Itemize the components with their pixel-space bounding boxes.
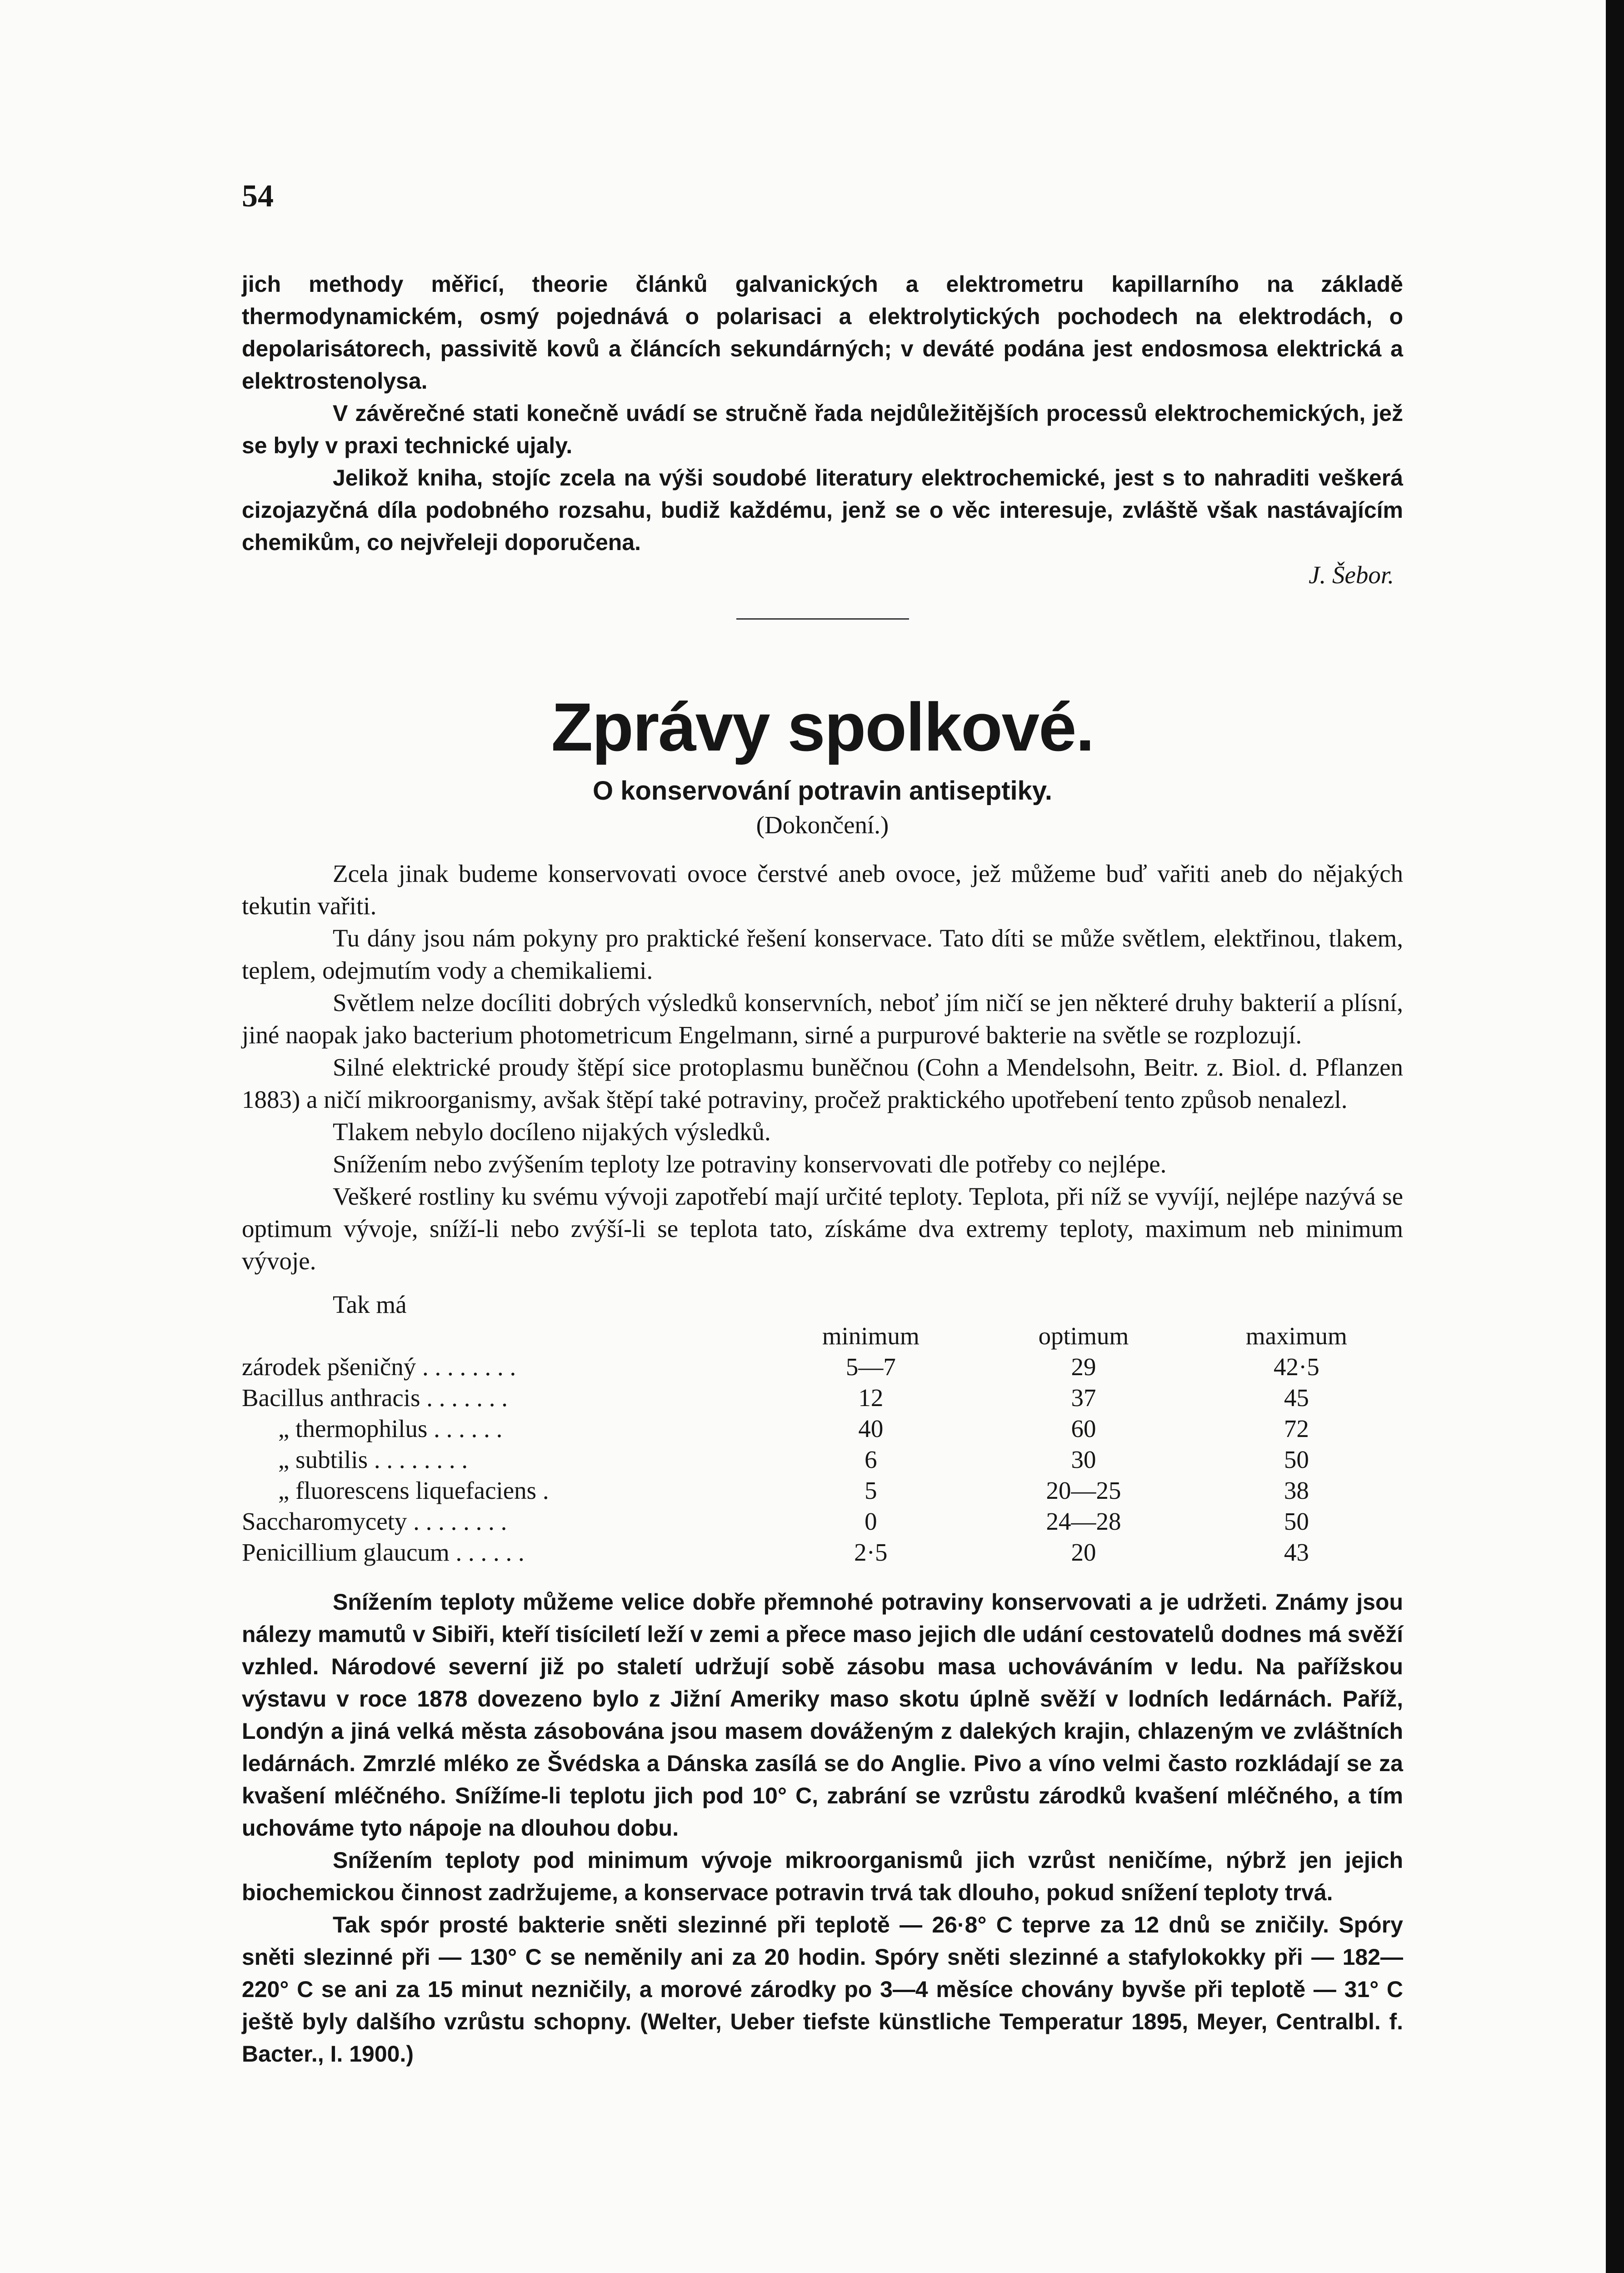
table-cell: 5—7 — [845, 1353, 896, 1381]
table-cell: 0 — [864, 1507, 877, 1535]
table-row — [242, 1444, 1403, 1475]
table-cell: 5 — [864, 1477, 877, 1504]
review-section — [242, 268, 1403, 2070]
table-cell: 42·5 — [1273, 1353, 1319, 1381]
table-cell: Penicillium glaucum . . . . . . — [242, 1538, 525, 1566]
table-cell: 6 — [864, 1446, 877, 1473]
table-cell: „ subtilis . . . . . . . . — [278, 1446, 468, 1473]
table-cell: 38 — [1284, 1477, 1309, 1504]
table-cell: 45 — [1284, 1384, 1309, 1412]
table-cell: 40 — [858, 1415, 884, 1442]
table-header: minimum — [822, 1322, 919, 1350]
table-cell: 37 — [1071, 1384, 1096, 1412]
page-number: 54 — [242, 179, 274, 214]
table-header: maximum — [1245, 1322, 1347, 1350]
table-row — [242, 1506, 1403, 1537]
body-paragraph-1: Zcela jinak budeme konservovati ovoce čerstvé aneb ovoce, jež můžeme buď vařiti aneb do nějakých tekutin vařiti. — [242, 860, 1403, 920]
table-header — [242, 1321, 765, 1352]
table-header: optimum — [1038, 1322, 1129, 1350]
table-cell: 24—28 — [1046, 1507, 1121, 1535]
table-row — [242, 1413, 1403, 1444]
table-cell: 72 — [1284, 1415, 1309, 1442]
table-cell: Bacillus anthracis . . . . . . . — [242, 1384, 508, 1412]
closing-paragraph-1: Snížením teploty můžeme velice dobře přemnohé potraviny konservovati a je udržeti. Známy jsou nálezy mamutů v Sibiři, kteří tisíciletí leží v zemi a přece maso jejich dle udání cestovatelů dodnes má svěží vzhled. Národové severní již po staletí udržují sobě zásobu masa uchováváním v ledu. Na pařížskou výstavu v roce 1878 dovezeno bylo z Jižní Ameriky maso skotu úplně svěží v lodních ledárnách. Paříž, Londýn a jiná velká města zásobována jsou masem dováženým z dalekých krajin, chlazeným ve zvláštních ledárnách. Zmrzlé mléko ze Švédska a Dánska zasílá se do Anglie. Pivo a víno velmi často rozkládají se za kvašení mléčného. Snížíme-li teplotu jich pod 10° C, zabrání se vzrůstu zárodků kvašení mléčného, a tím uchováme tyto nápoje na dlouhou dobu. — [242, 1589, 1403, 1841]
table-cell: 12 — [858, 1384, 884, 1412]
table-cell: 60 — [1071, 1415, 1096, 1442]
closing-paragraph-2: Snížením teploty pod minimum vývoje mikroorganismů jich vzrůst neničíme, nýbrž jen jejich biochemickou činnost zadržujeme, a konservace potravin trvá tak dlouho, pokud snížení teploty trvá. — [242, 1847, 1403, 1905]
table-cell: 50 — [1284, 1446, 1309, 1473]
signature: J. Šebor. — [1309, 561, 1394, 589]
scan-edge — [1606, 0, 1624, 2273]
table-cell: Saccharomycety . . . . . . . . — [242, 1507, 507, 1535]
article-title: O konservování potravin antiseptiky. — [592, 776, 1052, 806]
body-paragraph-7: Veškeré rostliny ku svému vývoji zapotřebí mají určité teploty. Teplota, při níž se vyvíjí, nejlépe nazývá se optimum vývoje, sníží-li nebo zvýší-li se teplota tato, získáme dva extremy teploty, maximum neb minimum vývoje. — [242, 1182, 1403, 1275]
table-cell: 2·5 — [854, 1538, 888, 1566]
table-cell: 20—25 — [1046, 1477, 1121, 1504]
review-paragraph-3: Jelikož kniha, stojíc zcela na výši soudobé literatury elektrochemické, jest s to nahraditi veškerá cizojazyčná díla podobného rozsahu, budiž každému, jenž se o věc interesuje, zvláště však nastávajícím chemikům, co nejvřeleji doporučena. — [242, 465, 1403, 555]
table-row — [242, 1475, 1403, 1506]
body-paragraph-3: Světlem nelze docíliti dobrých výsledků konservních, neboť jím ničí se jen některé druhy bakterií a plísní, jiné naopak jako bacterium photometricum Engelmann, sirné a purpurové bakterie na světle se rozplozují. — [242, 989, 1403, 1049]
body-paragraph-5: Tlakem nebylo docíleno nijakých výsledků. — [333, 1118, 771, 1146]
temperature-table — [242, 1321, 1403, 1568]
table-row — [242, 1382, 1403, 1413]
divider — [736, 618, 909, 620]
table-cell: 30 — [1071, 1446, 1096, 1473]
table-cell: zárodek pšeničný . . . . . . . . — [242, 1353, 516, 1381]
review-paragraph-1: jich methody měřicí, theorie článků galvanických a elektrometru kapillarního na základě thermodynamickém, osmý pojednává o polarisaci a elektrolytických pochodech na elektrodách, o depolarisátorech, passivitě kovů a článcích sekundárných; v deváté podána jest endosmosa elektrická a elektrostenolysa. — [242, 271, 1403, 394]
table-row — [242, 1537, 1403, 1568]
table-lead: Tak má — [333, 1291, 407, 1318]
review-paragraph-2: V závěrečné stati konečně uvádí se stručně řada nejdůležitějších processů elektrochemických, jež se byly v praxi technické ujaly. — [242, 401, 1403, 458]
table-cell: 29 — [1071, 1353, 1096, 1381]
table-row — [242, 1352, 1403, 1382]
body-paragraph-6: Snížením nebo zvýšením teploty lze potraviny konservovati dle potřeby co nejlépe. — [333, 1150, 1167, 1178]
article-note: (Dokončení.) — [756, 811, 889, 839]
table-cell: 43 — [1284, 1538, 1309, 1566]
table-cell: 50 — [1284, 1507, 1309, 1535]
table-cell: „ thermophilus . . . . . . — [278, 1415, 503, 1442]
body-paragraph-2: Tu dány jsou nám pokyny pro praktické řešení konservace. Tato díti se může světlem, elektřinou, tlakem, teplem, odejmutím vody a chemikaliemi. — [242, 924, 1403, 984]
body-paragraph-4: Silné elektrické proudy štěpí sice protoplasmu buněčnou (Cohn a Mendelsohn, Beitr. z. Biol. d. Pflanzen 1883) a ničí mikroorganismy, avšak štěpí také potraviny, pročež praktického upotřebení tento způsob nenalezl. — [242, 1053, 1403, 1113]
section-title: Zprávy spolkové. — [551, 689, 1094, 765]
closing-paragraph-3: Tak spór prosté bakterie sněti slezinné při teplotě — 26·8° C teprve za 12 dnů se zničily. Spóry sněti slezinné při — 130° C se neměnily ani za 20 hodin. Spóry sněti slezinné a stafylokokky při — 182—220° C se ani za 15 minut nezničily, a morové zárodky po 3—4 měsíce chovány byvše při teplotě — 31° C ještě byly dalšího vzrůstu schopny. (Welter, Ueber tiefste künstliche Temperatur 1895, Meyer, Centralbl. f. Bacter., I. 1900.) — [242, 1912, 1403, 2067]
table-header-row — [242, 1321, 1403, 1352]
table-cell: 20 — [1071, 1538, 1096, 1566]
table-cell: „ fluorescens liquefaciens . — [278, 1477, 549, 1504]
